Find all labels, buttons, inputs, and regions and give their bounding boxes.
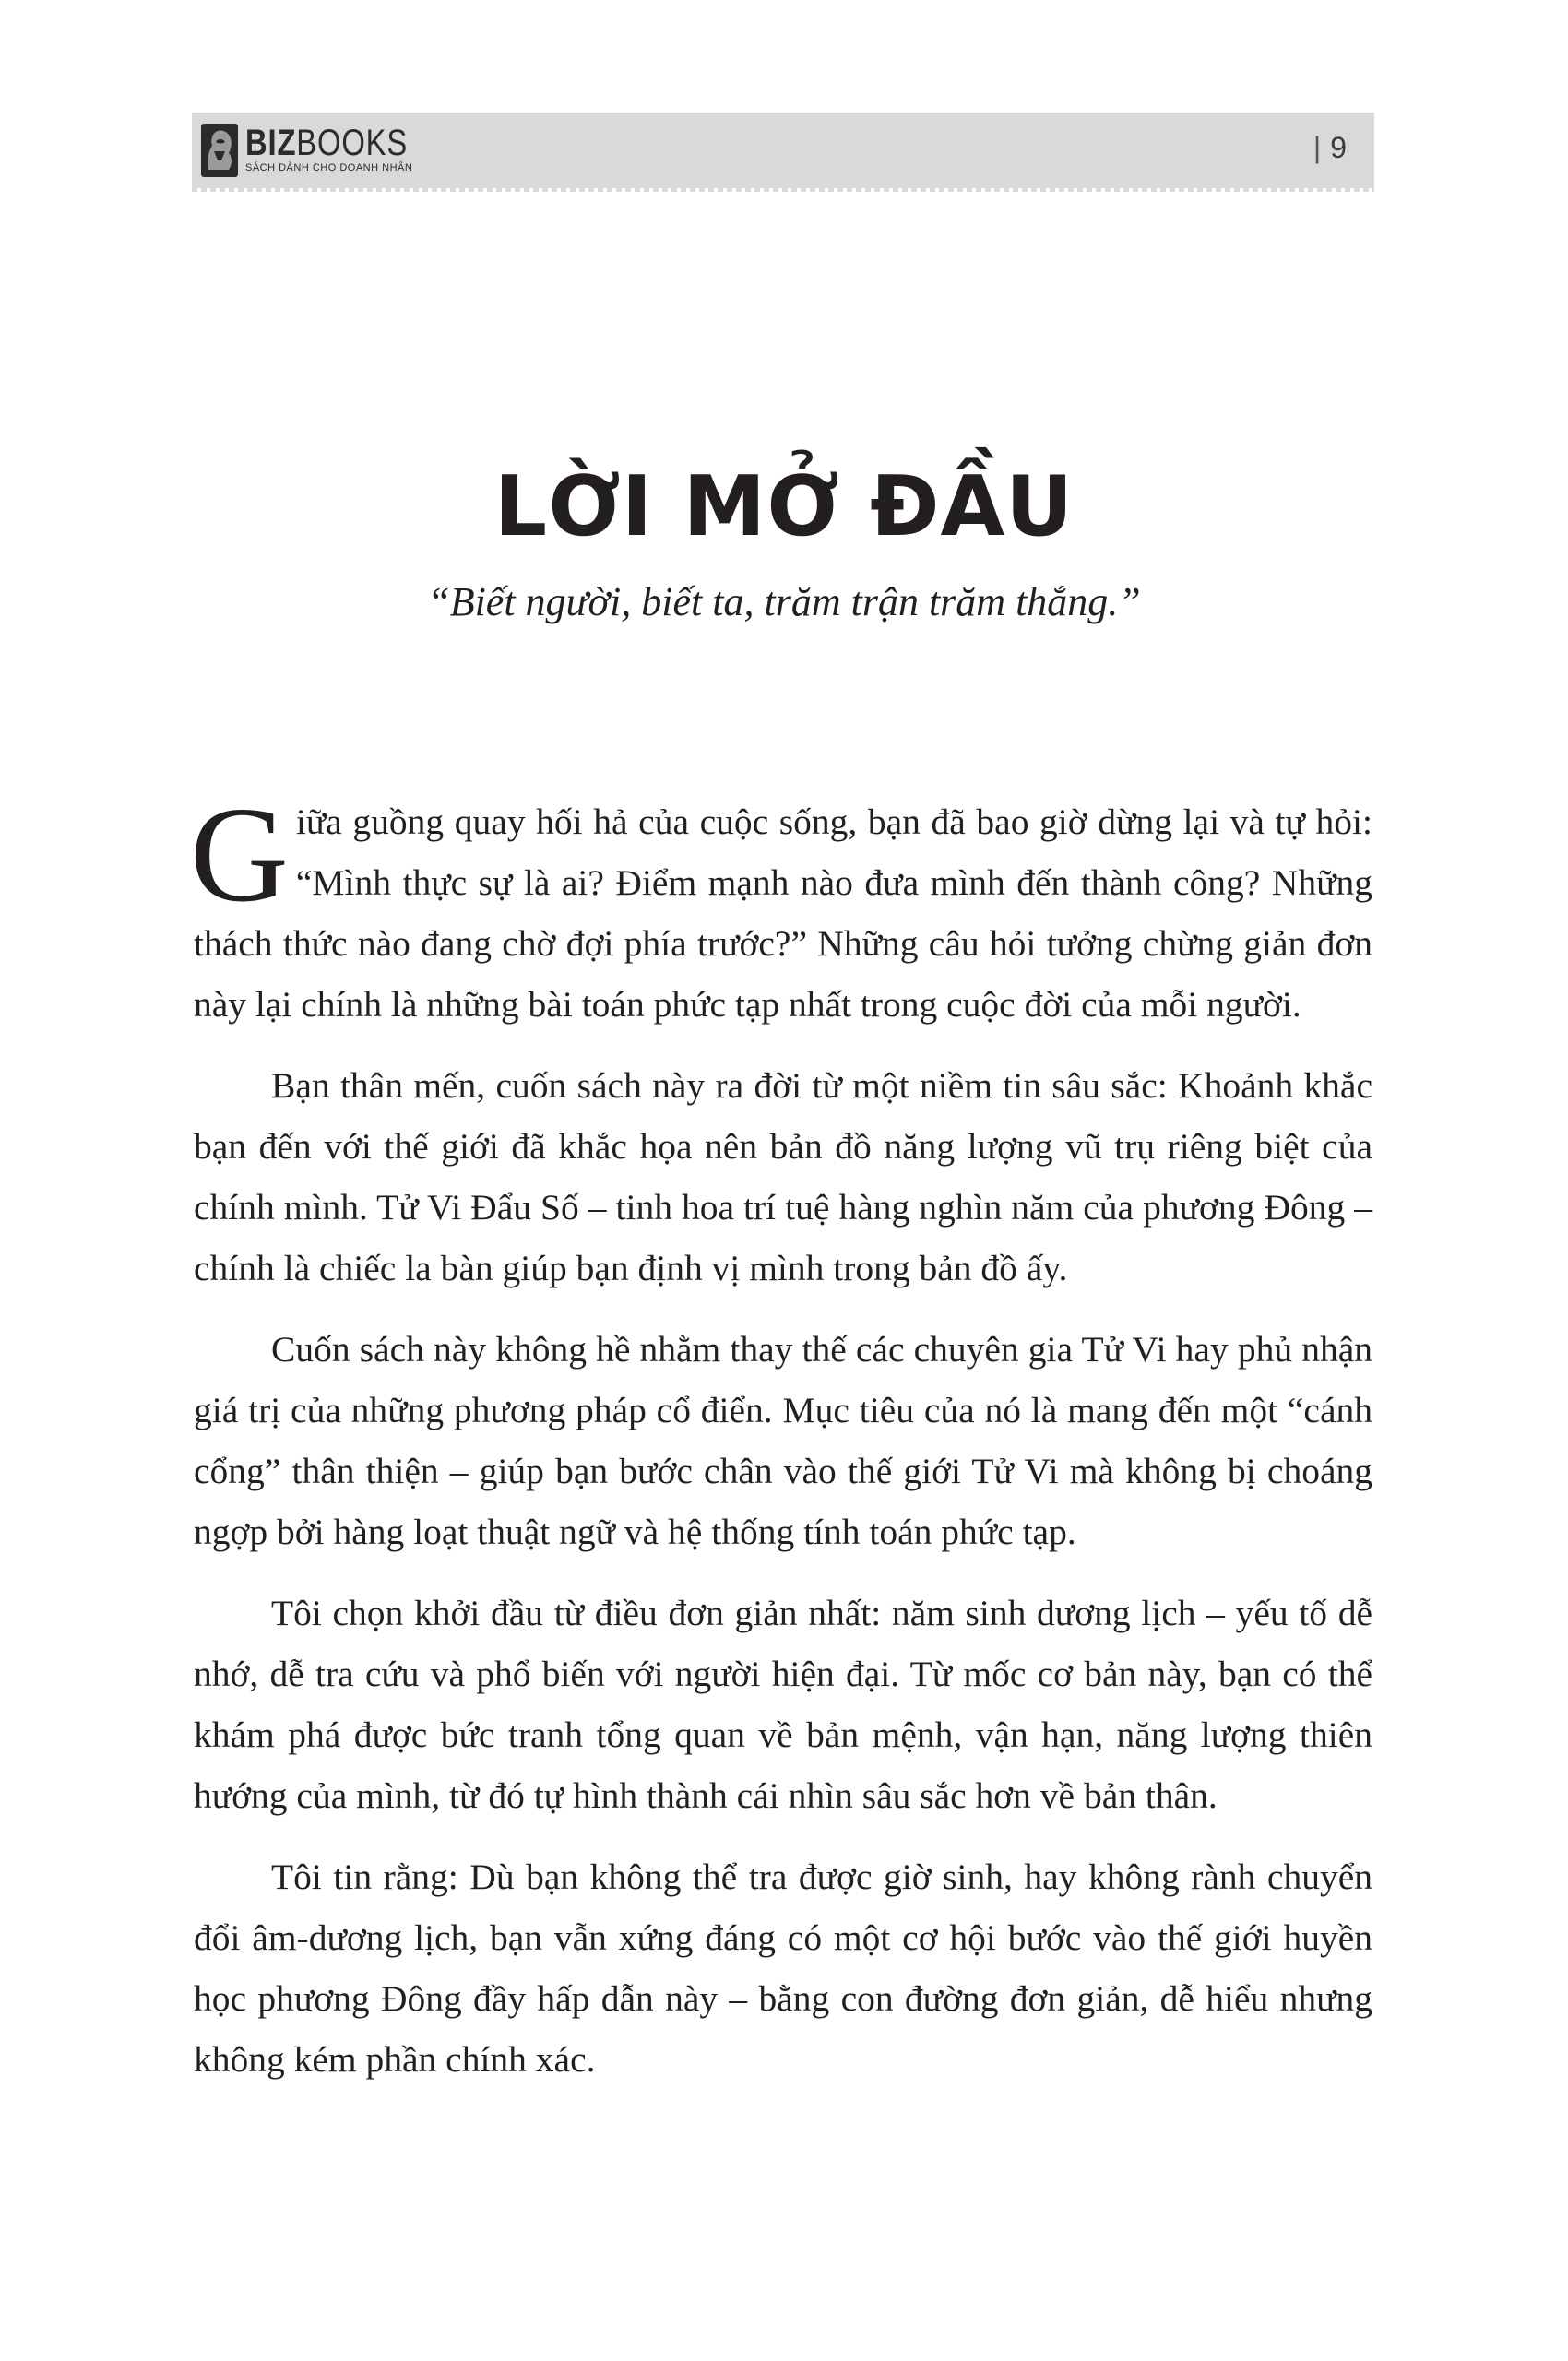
page-number-separator: | [1313,131,1322,164]
paragraph-2: Bạn thân mến, cuốn sách này ra đời từ một niềm tin sâu sắc: Khoảnh khắc bạn đến với thế giới đã khắc họa nên bản đồ năng lượng vũ trụ riêng biệt của chính mình. Tử Vi Đẩu Số – tinh hoa trí tuệ hàng nghìn năm của phương Đông – chính là chiếc la bàn giúp bạn định vị mình trong bản đồ ấy. [194,1065,1372,1288]
paragraph-3: Cuốn sách này không hề nhằm thay thế các chuyên gia Tử Vi hay phủ nhận giá trị của những phương pháp cổ điển. Mục tiêu của nó là mang đến một “cánh cổng” thân thiện – giúp bạn bước chân vào thế giới Tử Vi mà không bị choáng ngợp bởi hàng loạt thuật ngữ và hệ thống tính toán phức tạp. [194,1329,1372,1552]
page-number-value: 9 [1330,131,1347,164]
brand-name [245,124,408,162]
lion-logo-icon [201,124,238,177]
brand-tagline: SÁCH DÀNH CHO DOANH NHÂN [245,162,413,173]
paragraph-1 [190,779,1372,1035]
brand-name-light: BOOKS [296,123,409,163]
paragraph-1-text: iữa guồng quay hối hả của cuộc sống, bạn đã bao giờ dừng lại và tự hỏi: “Mình thực sự là ai? Điểm mạnh nào đưa mình đến thành công? Những thách thức nào đang chờ đợi phía trước?” Những câu hỏi tưởng chừng giản đơn này lại chính là những bài toán phức tạp nhất trong cuộc đời của mỗi người. [194,801,1372,1025]
body-text [190,779,1372,2110]
chapter-title: LỜI MỞ ĐẦU [493,458,1075,555]
page-number [1313,131,1347,165]
paragraph-5: Tôi tin rằng: Dù bạn không thể tra được giờ sinh, hay không rành chuyển đổi âm-dương lịch, bạn vẫn xứng đáng có một cơ hội bước vào thế giới huyền học phương Đông đầy hấp dẫn này – bằng con đường đơn giản, dễ hiểu nhưng không kém phần chính xác. [194,1857,1372,2080]
paragraph-4: Tôi chọn khởi đầu từ điều đơn giản nhất: năm sinh dương lịch – yếu tố dễ nhớ, dễ tra cứu và phổ biến với người hiện đại. Từ mốc cơ bản này, bạn có thể khám phá được bức tranh tổng quan về bản mệnh, vận hạn, năng lượng thiên hướng của mình, từ đó tự hình thành cái nhìn sâu sắc hơn về bản thân. [194,1593,1372,1816]
publisher-logo [201,124,444,177]
drop-cap: G [190,779,289,931]
running-header [192,113,1374,188]
epigraph-quote: “Biết người, biết ta, trăm trận trăm thắng.” [427,579,1141,624]
brand-name-bold: BIZ [245,123,297,163]
